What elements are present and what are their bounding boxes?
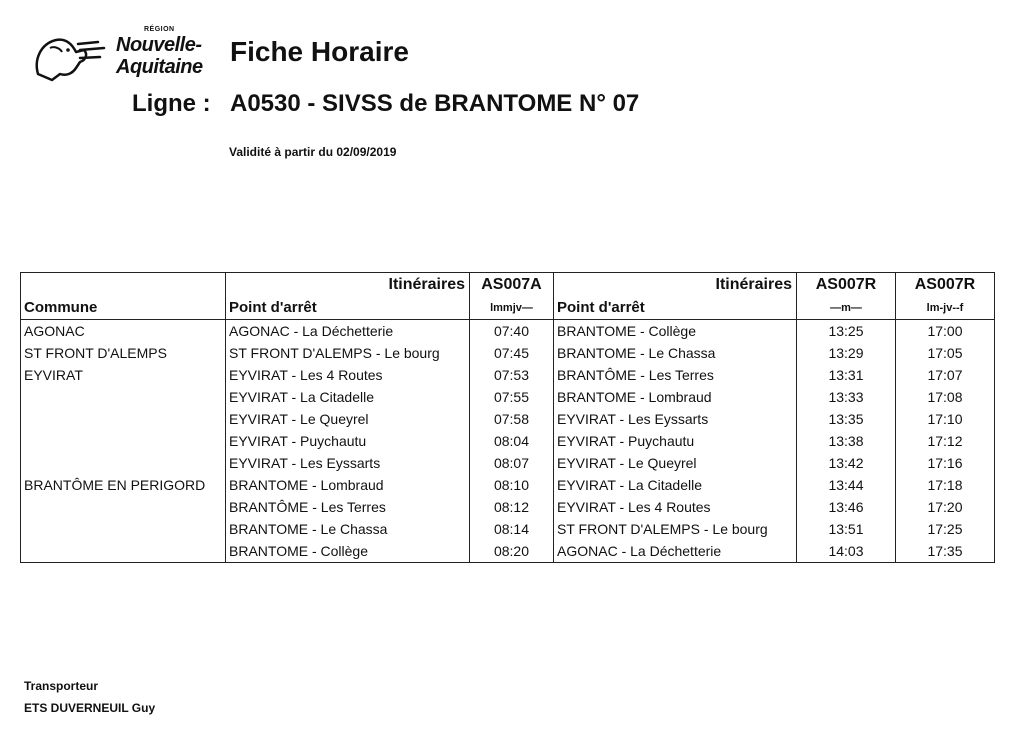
jours-retour-1: —m—: [797, 297, 896, 320]
stop-retour-cell: EYVIRAT - Le Queyrel: [554, 452, 797, 474]
stop-retour-cell: ST FRONT D'ALEMPS - Le bourg: [554, 518, 797, 540]
commune-cell: [21, 386, 226, 408]
time-retour-2-cell: 17:16: [896, 452, 995, 474]
time-retour-1-cell: 13:33: [797, 386, 896, 408]
time-aller-cell: 07:55: [470, 386, 554, 408]
commune-cell: [21, 408, 226, 430]
time-retour-2-cell: 17:25: [896, 518, 995, 540]
stop-aller-cell: BRANTOME - Collège: [226, 540, 470, 563]
time-aller-cell: 08:20: [470, 540, 554, 563]
stop-aller-cell: BRANTOME - Lombraud: [226, 474, 470, 496]
time-retour-1-cell: 13:29: [797, 342, 896, 364]
time-retour-1-cell: 13:38: [797, 430, 896, 452]
stop-aller-cell: EYVIRAT - Les Eyssarts: [226, 452, 470, 474]
commune-cell: EYVIRAT: [21, 364, 226, 386]
table-row: [21, 342, 995, 364]
jours-aller: lmmjv—: [470, 297, 554, 320]
time-aller-cell: 07:58: [470, 408, 554, 430]
region-name-line2: Aquitaine: [116, 56, 203, 78]
table-row: [21, 518, 995, 540]
time-aller-cell: 07:40: [470, 320, 554, 343]
table-row: [21, 540, 995, 563]
commune-cell: BRANTÔME EN PERIGORD: [21, 474, 226, 496]
time-retour-1-cell: 13:25: [797, 320, 896, 343]
time-retour-2-cell: 17:12: [896, 430, 995, 452]
document-header: [24, 22, 984, 132]
region-name-line1: Nouvelle-: [116, 34, 202, 56]
header-empty-cell: [21, 273, 226, 298]
table-row: [21, 386, 995, 408]
table-header-row-1: [21, 273, 995, 298]
point-arret-aller-header: Point d'arrêt: [226, 297, 470, 320]
line-heading: [132, 90, 639, 118]
time-retour-1-cell: 13:31: [797, 364, 896, 386]
schedule-table: [20, 272, 995, 563]
time-retour-1-cell: 13:35: [797, 408, 896, 430]
stop-retour-cell: BRANTÔME - Les Terres: [554, 364, 797, 386]
time-aller-cell: 08:14: [470, 518, 554, 540]
line-value: A0530 - SIVSS de BRANTOME N° 07: [230, 90, 640, 117]
time-retour-1-cell: 13:46: [797, 496, 896, 518]
page-title: Fiche Horaire: [230, 36, 409, 67]
table-row: [21, 474, 995, 496]
table-row: [21, 452, 995, 474]
stop-aller-cell: ST FRONT D'ALEMPS - Le bourg: [226, 342, 470, 364]
itineraires-retour-header: Itinéraires: [554, 273, 797, 298]
table-header-row-2: [21, 297, 995, 320]
time-retour-2-cell: 17:18: [896, 474, 995, 496]
commune-cell: [21, 430, 226, 452]
stop-retour-cell: EYVIRAT - La Citadelle: [554, 474, 797, 496]
time-aller-cell: 08:10: [470, 474, 554, 496]
time-retour-2-cell: 17:05: [896, 342, 995, 364]
time-aller-cell: 08:07: [470, 452, 554, 474]
stop-aller-cell: AGONAC - La Déchetterie: [226, 320, 470, 343]
commune-header: Commune: [21, 297, 226, 320]
commune-cell: [21, 452, 226, 474]
course-aller-code: AS007A: [470, 273, 554, 298]
time-retour-2-cell: 17:00: [896, 320, 995, 343]
validity-date: Validité à partir du 02/09/2019: [229, 145, 397, 159]
time-aller-cell: 08:04: [470, 430, 554, 452]
stop-aller-cell: EYVIRAT - La Citadelle: [226, 386, 470, 408]
stop-aller-cell: BRANTÔME - Les Terres: [226, 496, 470, 518]
course-retour-1-code: AS007R: [797, 273, 896, 298]
stop-retour-cell: EYVIRAT - Les Eyssarts: [554, 408, 797, 430]
time-retour-2-cell: 17:07: [896, 364, 995, 386]
time-retour-1-cell: 13:42: [797, 452, 896, 474]
itineraires-aller-header: Itinéraires: [226, 273, 470, 298]
stop-retour-cell: BRANTOME - Le Chassa: [554, 342, 797, 364]
stop-retour-cell: AGONAC - La Déchetterie: [554, 540, 797, 563]
time-retour-1-cell: 13:51: [797, 518, 896, 540]
point-arret-retour-header: Point d'arrêt: [554, 297, 797, 320]
stop-retour-cell: EYVIRAT - Puychautu: [554, 430, 797, 452]
time-retour-1-cell: 13:44: [797, 474, 896, 496]
time-aller-cell: 07:53: [470, 364, 554, 386]
stop-retour-cell: EYVIRAT - Les 4 Routes: [554, 496, 797, 518]
time-aller-cell: 08:12: [470, 496, 554, 518]
stop-retour-cell: BRANTOME - Lombraud: [554, 386, 797, 408]
time-aller-cell: 07:45: [470, 342, 554, 364]
time-retour-1-cell: 14:03: [797, 540, 896, 563]
schedule-body: [21, 320, 995, 563]
time-retour-2-cell: 17:20: [896, 496, 995, 518]
transporteur-label: Transporteur: [24, 679, 99, 693]
commune-cell: ST FRONT D'ALEMPS: [21, 342, 226, 364]
commune-cell: [21, 540, 226, 563]
region-logo: [32, 24, 212, 86]
line-label: Ligne :: [132, 90, 211, 117]
course-retour-2-code: AS007R: [896, 273, 995, 298]
transporteur-name: ETS DUVERNEUIL Guy: [24, 701, 156, 715]
stop-aller-cell: EYVIRAT - Puychautu: [226, 430, 470, 452]
time-retour-2-cell: 17:35: [896, 540, 995, 563]
stop-aller-cell: EYVIRAT - Les 4 Routes: [226, 364, 470, 386]
jours-retour-2: lm-jv--f: [896, 297, 995, 320]
table-row: [21, 430, 995, 452]
table-row: [21, 408, 995, 430]
stop-aller-cell: EYVIRAT - Le Queyrel: [226, 408, 470, 430]
region-small-label: RÉGION: [144, 26, 175, 33]
time-retour-2-cell: 17:08: [896, 386, 995, 408]
table-row: [21, 364, 995, 386]
commune-cell: [21, 518, 226, 540]
stop-retour-cell: BRANTOME - Collège: [554, 320, 797, 343]
table-row: [21, 496, 995, 518]
stop-aller-cell: BRANTOME - Le Chassa: [226, 518, 470, 540]
lion-logo-icon: [32, 30, 112, 82]
time-retour-2-cell: 17:10: [896, 408, 995, 430]
table-row: [21, 320, 995, 343]
commune-cell: [21, 496, 226, 518]
commune-cell: AGONAC: [21, 320, 226, 343]
